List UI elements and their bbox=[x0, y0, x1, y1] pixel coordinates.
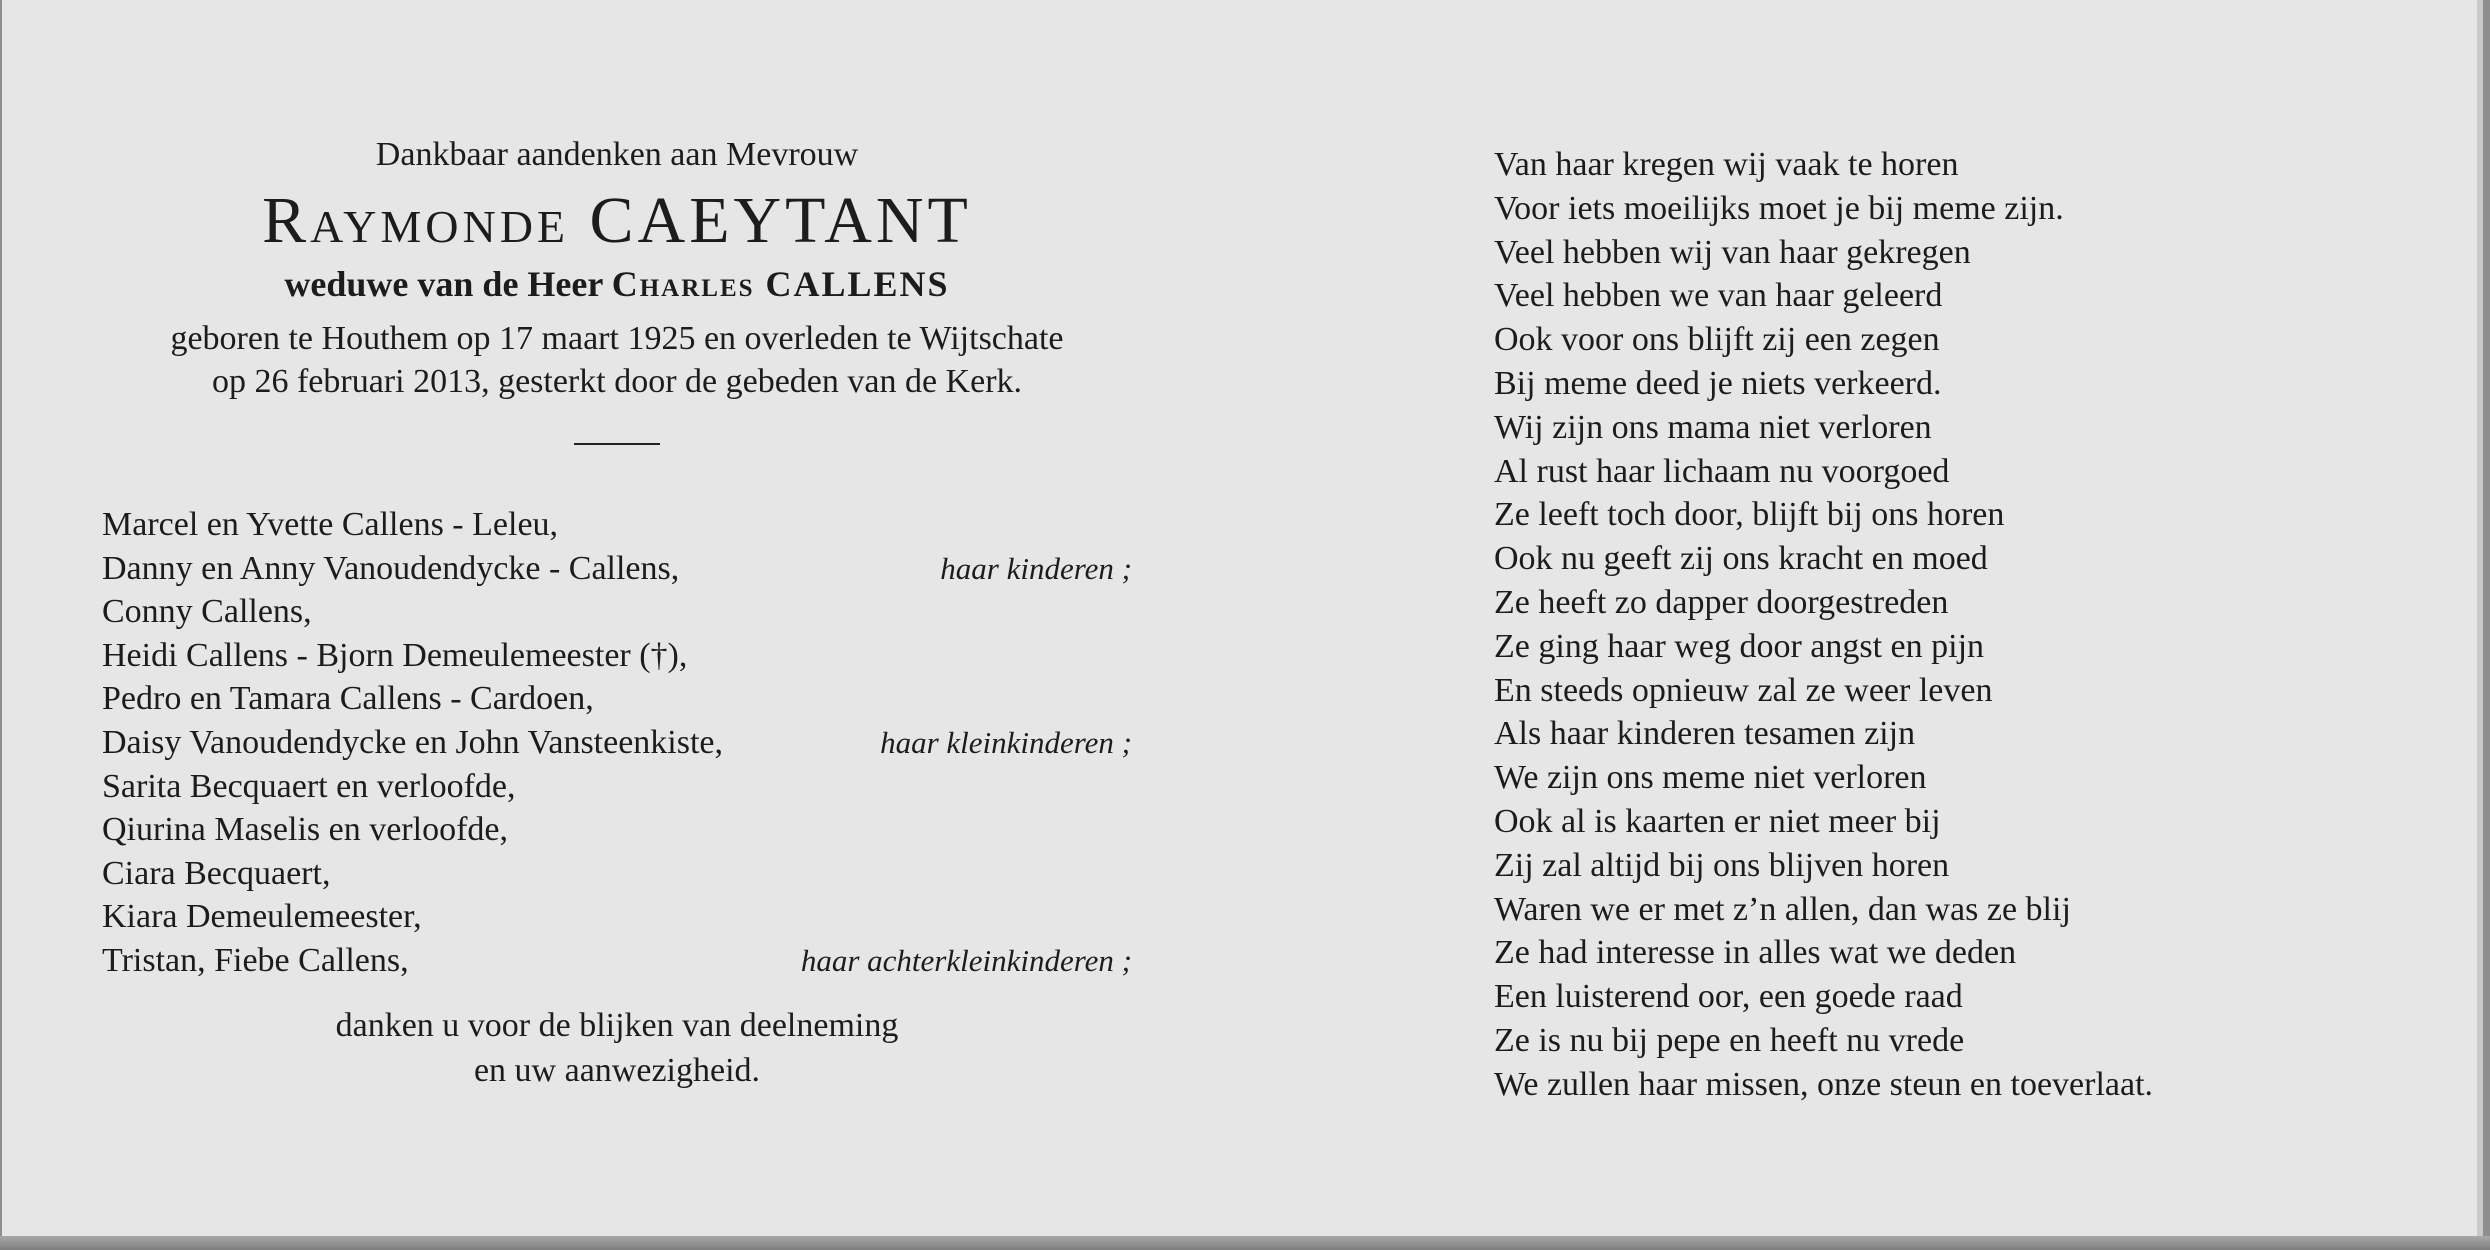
poem-line: Ook nu geeft zij ons kracht en moed bbox=[1494, 540, 1988, 578]
family-row bbox=[102, 677, 1132, 721]
family-row bbox=[102, 895, 1132, 939]
memorial-card bbox=[2, 0, 2483, 1236]
poem-line: En steeds opnieuw zal ze weer leven bbox=[1494, 671, 1993, 709]
family-name: Sarita Becquaert en verloofde, bbox=[102, 767, 516, 805]
thanks-line-1: danken u voor de blijken van deelneming bbox=[335, 1006, 899, 1044]
poem bbox=[1494, 143, 2153, 1107]
family-name: Ciara Becquaert, bbox=[102, 854, 331, 892]
family-name: Heidi Callens - Bjorn Demeulemeester (†), bbox=[102, 636, 688, 674]
poem-line: Voor iets moeilijks moet je bij meme zijn. bbox=[1494, 189, 2064, 227]
thanks-text bbox=[102, 1003, 1132, 1093]
family-row bbox=[102, 808, 1132, 852]
birth-death-text bbox=[102, 317, 1132, 403]
left-panel bbox=[102, 135, 1132, 1127]
family-row bbox=[102, 765, 1132, 809]
family-role: haar kinderen ; bbox=[940, 550, 1132, 586]
family-name: Daisy Vanoudendycke en John Vansteenkiste, bbox=[102, 723, 724, 761]
family-row bbox=[102, 503, 1132, 547]
thanks-line-2: en uw aanwezigheid. bbox=[473, 1051, 761, 1089]
widow-line bbox=[102, 261, 1132, 307]
poem-line: Ze had interesse in alles wat we deden bbox=[1494, 934, 2017, 972]
poem-line: We zijn ons meme niet verloren bbox=[1494, 759, 1927, 797]
poem-line: Bij meme deed je niets verkeerd. bbox=[1494, 364, 1942, 402]
scan-bottom-edge bbox=[0, 1236, 2490, 1250]
poem-line: Veel hebben we van haar geleerd bbox=[1494, 277, 1943, 315]
family-name: Marcel en Yvette Callens - Leleu, bbox=[102, 506, 559, 543]
family-row bbox=[102, 590, 1132, 634]
poem-line: We zullen haar missen, onze steun en toeverlaat. bbox=[1494, 1065, 2154, 1103]
birth-line-1: geboren te Houthem op 17 maart 1925 en overleden te Wijtschate bbox=[170, 320, 1064, 357]
intro-line: Dankbaar aandenken aan Mevrouw bbox=[375, 136, 859, 173]
family-name: Danny en Anny Vanoudendycke - Callens, bbox=[102, 549, 680, 587]
widow-prefix: weduwe van de Heer bbox=[284, 264, 603, 304]
poem-line: Ze ging haar weg door angst en pijn bbox=[1494, 627, 1985, 665]
poem-line: Ze heeft zo dapper doorgestreden bbox=[1494, 583, 1949, 621]
poem-line: Ze leeft toch door, blijft bij ons horen bbox=[1494, 496, 2005, 534]
poem-line: Al rust haar lichaam nu voorgoed bbox=[1494, 452, 1950, 490]
family-name: Conny Callens, bbox=[102, 593, 312, 631]
poem-line: Wij zijn ons mama niet verloren bbox=[1494, 408, 1932, 446]
family-row bbox=[102, 721, 1132, 765]
poem-line: Veel hebben wij van haar gekregen bbox=[1494, 233, 1971, 271]
family-role: haar kleinkinderen ; bbox=[880, 724, 1132, 760]
family-row bbox=[102, 852, 1132, 896]
family-name: Kiara Demeulemeester, bbox=[102, 898, 422, 936]
family-row bbox=[102, 634, 1132, 678]
family-role: haar achterkleinkinderen ; bbox=[800, 942, 1132, 978]
poem-line: Ook al is kaarten er niet meer bij bbox=[1494, 802, 1941, 840]
family-name: Tristan, Fiebe Callens, bbox=[102, 941, 409, 979]
poem-line: Als haar kinderen tesamen zijn bbox=[1494, 715, 1916, 753]
birth-line-2: op 26 februari 2013, gesterkt door de gebeden van de Kerk. bbox=[211, 363, 1023, 400]
family-row bbox=[102, 547, 1132, 591]
poem-line: Waren we er met z’n allen, dan was ze blij bbox=[1494, 890, 2071, 928]
husband-name: Charles CALLENS bbox=[611, 264, 950, 304]
family-name: Qiurina Maselis en verloofde, bbox=[102, 811, 508, 849]
family-list bbox=[102, 503, 1132, 983]
poem-line: Ze is nu bij pepe en heeft nu vrede bbox=[1494, 1021, 1965, 1059]
poem-line: Een luisterend oor, een goede raad bbox=[1494, 978, 1963, 1016]
poem-line: Ook voor ons blijft zij een zegen bbox=[1494, 321, 1940, 359]
poem-line: Zij zal altijd bij ons blijven horen bbox=[1494, 846, 1950, 884]
divider bbox=[574, 443, 660, 445]
family-row bbox=[102, 939, 1132, 983]
poem-line: Van haar kregen wij vaak te horen bbox=[1494, 146, 1959, 183]
family-name: Pedro en Tamara Callens - Cardoen, bbox=[102, 680, 594, 718]
deceased-name: Raymonde CAEYTANT bbox=[262, 184, 972, 257]
